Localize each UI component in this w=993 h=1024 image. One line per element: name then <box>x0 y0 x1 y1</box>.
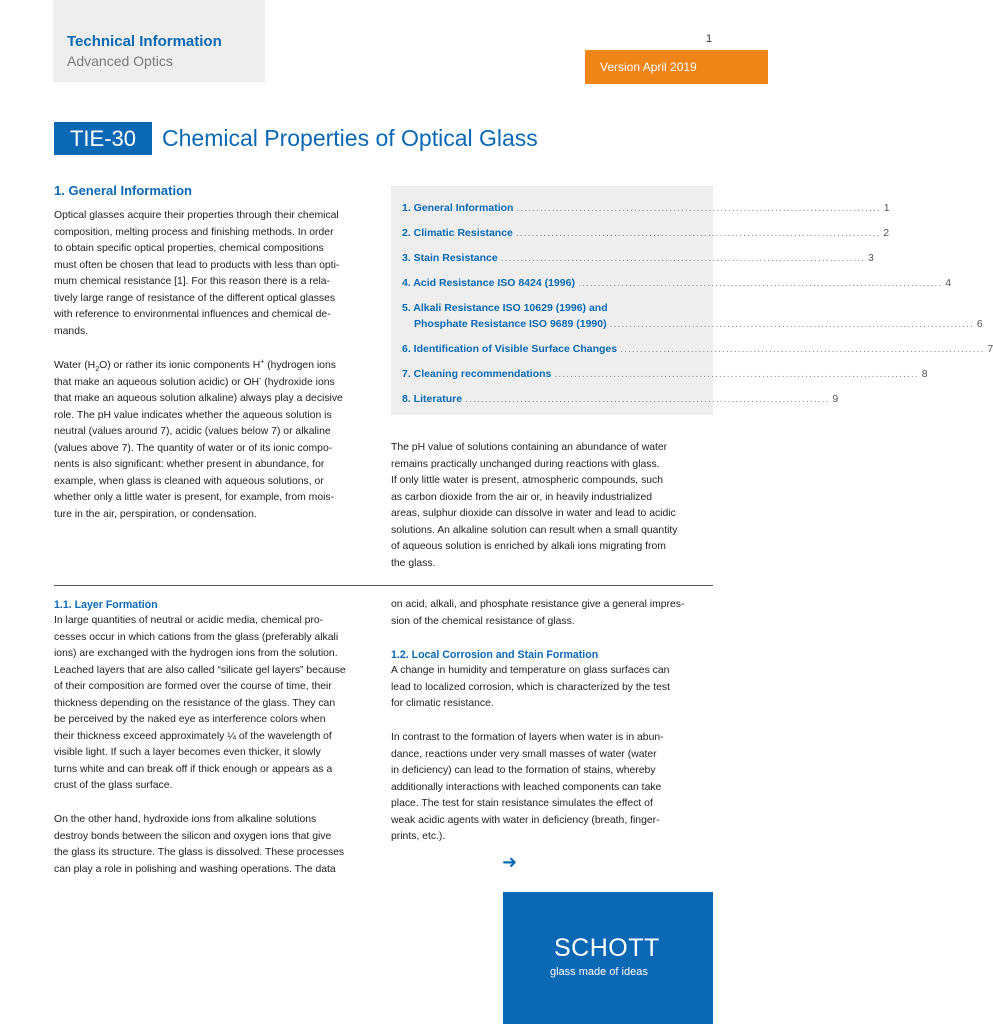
toc-label: 1. General Information <box>402 202 514 214</box>
toc-page-number: 7 <box>987 343 993 355</box>
text-line: ions) are exchanged with the hydrogen ions from the solution. <box>54 648 338 659</box>
subscript: 2 <box>95 366 100 374</box>
header-subtitle: Advanced Optics <box>67 53 173 69</box>
toc-page-number: 9 <box>832 393 839 405</box>
text-line: mands. <box>54 325 89 337</box>
text-line: whether only a little water is present, for example, from mois- <box>54 492 335 503</box>
text-line: A change in humidity and temperature on glass surfaces can <box>391 665 670 676</box>
toc-leader: ............................................................................................. <box>620 343 985 355</box>
local-corrosion-paragraph-1 <box>391 663 716 713</box>
text-line: ture in the air, perspiration, or condensation. <box>54 508 257 520</box>
text-line: remains practically unchanged during reactions with glass. <box>391 458 660 470</box>
text-line: their thickness exceed approximately ¼ of the wavelength of <box>54 730 332 742</box>
text-line: destroy bonds between the silicon and oxygen ions that give <box>54 830 332 842</box>
text-line: with reference to environmental influences and chemical de- <box>54 309 331 320</box>
text-line: as carbon dioxide from the air or, in heavily industrialized <box>391 491 653 503</box>
toc-label: 4. Acid Resistance ISO 8424 (1996) <box>402 277 575 289</box>
text-line: On the other hand, hydroxide ions from alkaline solutions <box>54 814 317 825</box>
text-fragment: (hydroxide ions <box>261 376 335 388</box>
text-line: weak acidic agents with water in deficiency (breath, finger- <box>391 814 660 826</box>
version-badge: Version April 2019 <box>585 50 768 84</box>
text-line: crust of the glass surface. <box>54 780 173 791</box>
toc-leader: ............................................................................................. <box>516 202 881 214</box>
document-title: Chemical Properties of Optical Glass <box>162 125 538 151</box>
text-line: composition, melting process and finishing methods. In order <box>54 226 334 238</box>
text-line: areas, sulphur dioxide can dissolve in water and lead to acidic <box>391 508 676 519</box>
text-line: prints, etc.). <box>391 831 446 842</box>
text-line: sion of the chemical resistance of glass. <box>391 615 575 627</box>
text-line: tively large range of resistance of the different optical glasses <box>54 292 336 304</box>
toc-label: 3. Stain Resistance <box>402 252 498 264</box>
toc-label: 8. Literature <box>402 393 463 405</box>
schott-logo: SCHOTT <box>554 934 660 962</box>
text-line: of their composition are formed over the course of time, their <box>54 681 332 692</box>
toc-page-number: 3 <box>868 252 874 264</box>
text-line: In contrast to the formation of layers when water is in abun- <box>391 732 664 743</box>
document-id: TIE-30 <box>54 122 152 155</box>
text-line: additionally interactions with leached components can take <box>391 781 662 793</box>
text-fragment: Water (H <box>54 360 96 371</box>
toc-item-stain-resistance[interactable] <box>391 250 874 266</box>
section-divider <box>54 585 713 586</box>
text-line: In large quantities of neutral or acidic media, chemical pro- <box>54 615 324 626</box>
section-heading-general-information: 1. General Information <box>54 183 192 198</box>
toc-item-alkali-phosphate-resistance[interactable] <box>391 300 983 332</box>
text-line: Optical glasses acquire their properties through their chemical <box>54 210 339 221</box>
page-number: 1 <box>706 33 713 45</box>
text-line: neutral (values around 7), acidic (values below 7) or alkaline <box>54 426 331 437</box>
text-fragment: O) or rather its ionic components H <box>99 360 261 371</box>
toc-leader: ............................................................................................. <box>609 318 974 330</box>
text-line: that make an aqueous solution alkaline) always play a decisive <box>54 393 343 404</box>
table-of-contents <box>391 186 993 415</box>
text-line: to obtain specific optical properties, chemical compositions <box>54 243 324 254</box>
text-line: the glass its structure. The glass is dissolved. These processes <box>54 847 345 858</box>
toc-leader: ............................................................................................. <box>515 227 881 239</box>
next-page-arrow-icon[interactable]: ➜ <box>502 852 518 872</box>
text-line: The pH value of solutions containing an abundance of water <box>391 442 668 453</box>
text-line: nents is also significant: whether present in abundance, for <box>54 459 325 470</box>
text-line <box>54 358 374 375</box>
text-line <box>54 375 374 392</box>
text-line: can play a role in polishing and washing operations. The data <box>54 863 336 875</box>
text-line: thickness depending on the resistance of the glass. They can <box>54 697 336 709</box>
text-line: (values above 7). The quantity of water or of its ionic compo- <box>54 442 333 454</box>
toc-page-number: 4 <box>945 277 952 289</box>
toc-leader: ............................................................................................. <box>465 393 830 405</box>
text-line: for climatic resistance. <box>391 698 494 709</box>
toc-item-climatic-resistance[interactable] <box>391 225 890 241</box>
toc-page-number: 2 <box>883 227 890 239</box>
text-line: turns white and can break off if thick enough or appears as a <box>54 763 333 775</box>
text-line: role. The pH value indicates whether the aqueous solution is <box>54 409 332 421</box>
ph-value-paragraph <box>391 440 716 572</box>
toc-page-number: 1 <box>883 202 890 214</box>
local-corrosion-paragraph-2 <box>391 730 716 846</box>
text-line: Leached layers that are also called “silicate gel layers” because <box>54 664 346 676</box>
layer-formation-paragraph-1 <box>54 613 379 795</box>
text-line: of aqueous solution is enriched by alkali ions migrating from <box>391 541 666 552</box>
toc-leader: ............................................................................................. <box>500 252 866 264</box>
toc-label-continuation: Phosphate Resistance ISO 9689 (1990) <box>414 318 607 330</box>
text-line: on acid, alkali, and phosphate resistance give a general impres- <box>391 599 685 610</box>
toc-item-literature[interactable] <box>391 391 839 407</box>
text-line: cesses occur in which cations from the glass (preferably alkali <box>54 631 339 643</box>
toc-item-general-information[interactable] <box>391 200 890 216</box>
superscript: - <box>259 375 262 383</box>
toc-item-cleaning-recommendations[interactable] <box>391 366 928 382</box>
text-line: lead to localized corrosion, which is characterized by the test <box>391 681 670 693</box>
layer-formation-paragraph-2 <box>54 812 379 878</box>
toc-page-number: 8 <box>921 368 928 380</box>
toc-label: 6. Identification of Visible Surface Changes <box>402 343 618 355</box>
text-line: must often be chosen that lead to products with less than opti- <box>54 259 340 271</box>
logo-tagline: glass made of ideas <box>550 966 648 978</box>
text-line: If only little water is present, atmospheric compounds, such <box>391 475 664 486</box>
text-fragment: that make an aqueous solution acidic) or OH <box>54 376 260 388</box>
toc-item-visible-surface-changes[interactable] <box>391 341 993 357</box>
toc-leader: ............................................................................................. <box>554 368 919 380</box>
toc-leader: ............................................................................................. <box>577 277 943 289</box>
section-heading-layer-formation: 1.1. Layer Formation <box>54 599 158 611</box>
text-line: in deficiency) can lead to the formation of stains, whereby <box>391 765 656 776</box>
toc-label: 5. Alkali Resistance ISO 10629 (1996) and <box>402 302 608 314</box>
layer-formation-continuation <box>391 597 716 630</box>
toc-page-number: 6 <box>976 318 983 330</box>
header-box <box>53 0 265 82</box>
toc-label: 2. Climatic Resistance <box>402 227 513 239</box>
text-line: example, when glass is cleaned with aqueous solutions, or <box>54 475 324 487</box>
superscript: + <box>260 358 265 366</box>
text-line: mum chemical resistance [1]. For this reason there is a rela- <box>54 276 331 287</box>
schott-logo-box <box>503 892 713 1024</box>
header-title: Technical Information <box>67 33 222 50</box>
text-line: solutions. An alkaline solution can result when a small quantity <box>391 524 678 536</box>
general-info-paragraph-1 <box>54 208 374 340</box>
text-line: visible light. If such a layer becomes even thicker, it slowly <box>54 747 321 758</box>
text-line: dance, reactions under very small masses of water (water <box>391 748 657 760</box>
general-info-paragraph-2 <box>54 358 374 523</box>
text-fragment: (hydrogen ions <box>264 360 336 371</box>
text-line: place. The test for stain resistance simulates the effect of <box>391 798 653 809</box>
toc-item-acid-resistance[interactable] <box>391 275 952 291</box>
toc-label: 7. Cleaning recommendations <box>402 368 552 380</box>
text-line: be perceived by the naked eye as interference colors when <box>54 714 326 725</box>
text-line: the glass. <box>391 557 436 569</box>
section-heading-local-corrosion: 1.2. Local Corrosion and Stain Formation <box>391 649 599 661</box>
